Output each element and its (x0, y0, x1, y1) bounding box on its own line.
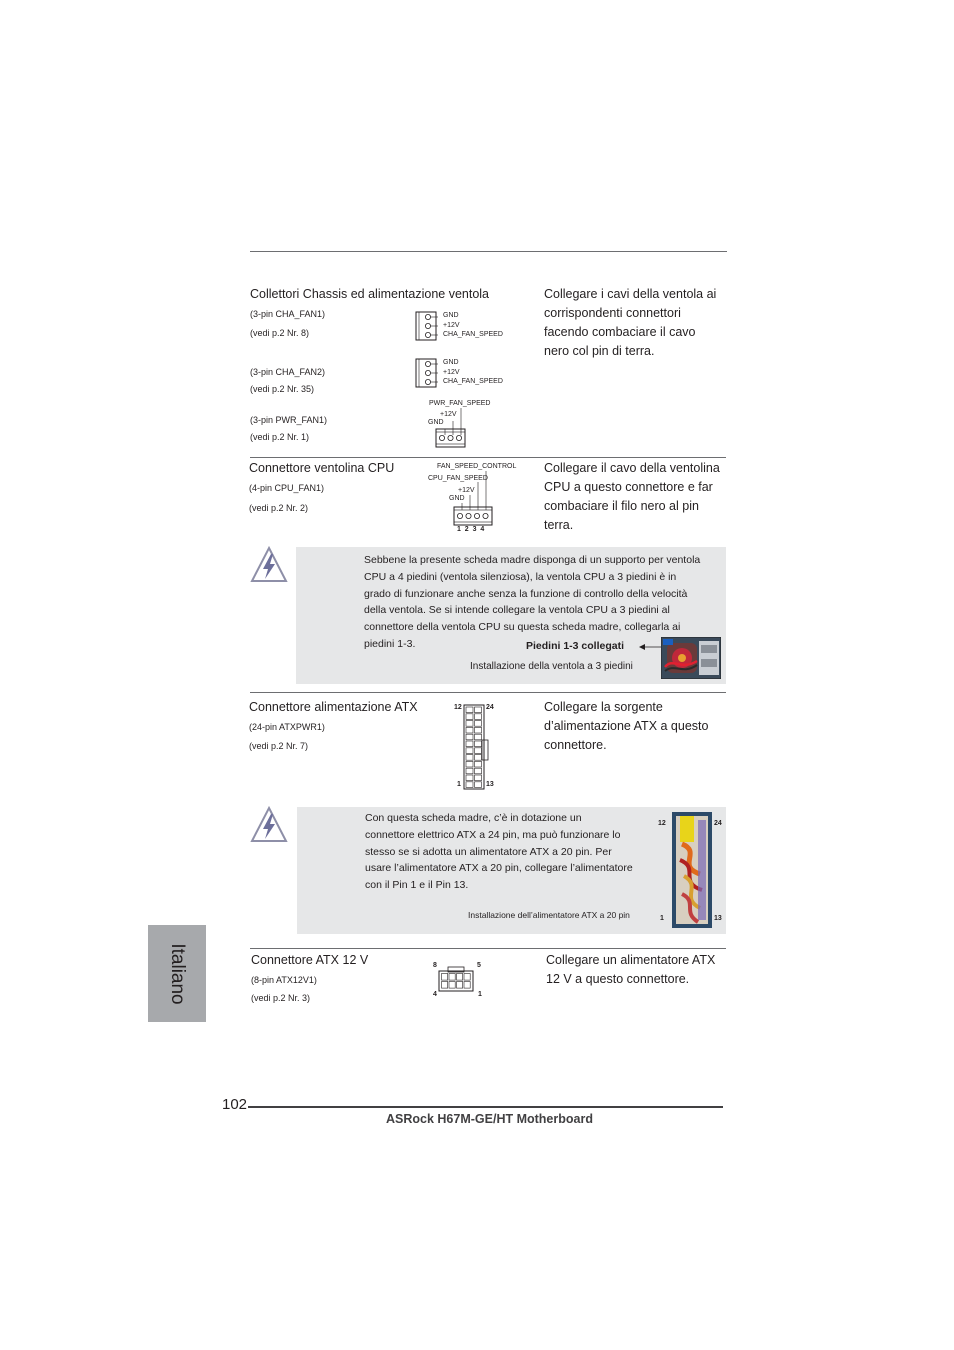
cpu-fan-12v-label: +12V (458, 487, 475, 494)
connector-pin (466, 741, 473, 747)
cha-fan2-ref: (vedi p.2 Nr. 35) (250, 384, 315, 394)
atx-20pin-caption: Installazione dell’alimentatore ATX a 20 pin (468, 910, 630, 920)
cpu-fan-speed-label: CPU_FAN_SPEED (428, 475, 488, 482)
connector-pin (466, 768, 473, 774)
atx-pin-24: 24 (486, 704, 494, 711)
cha-fan2-gnd-label: GND (443, 359, 459, 366)
section-divider (250, 948, 726, 949)
connector-pin (449, 974, 455, 981)
pwr-fan-gnd-label: GND (428, 419, 444, 426)
atx-photo-pin-13: 13 (714, 915, 722, 922)
cha-fan1-12v-label: +12V (443, 322, 460, 329)
connector-pin (466, 714, 473, 720)
atx12v-description (546, 951, 736, 989)
atx-desc-line: connettore. (544, 738, 607, 752)
connector-pin (475, 775, 482, 781)
note-line: connettore della ventola CPU su questa scheda madre, collegarla ai (364, 621, 681, 634)
note-line: Sebbene la presente scheda madre disponga di un supporto per ventola (364, 554, 701, 566)
language-side-tab (148, 925, 206, 1022)
atx-pin-1: 1 (457, 781, 461, 788)
connector-pin (466, 761, 473, 767)
atx-title: Connettore alimentazione ATX (249, 700, 418, 714)
cpu-fan-description (544, 459, 734, 535)
chassis-title: Collettori Chassis ed alimentazione ventola (250, 287, 490, 301)
connector-pin (466, 782, 473, 788)
atx12v-desc-line: 12 V a questo connettore. (546, 972, 690, 986)
atx-desc-line: Collegare la sorgente (544, 700, 663, 714)
atx12v-ref: (vedi p.2 Nr. 3) (251, 993, 311, 1003)
atx12v-title: Connettore ATX 12 V (251, 953, 369, 967)
arrow-left-icon (639, 642, 661, 652)
atx12v-pin: (8-pin ATX12V1) (251, 975, 317, 985)
note-line: piedini 1-3. (364, 637, 416, 650)
atx-pin: (24-pin ATXPWR1) (249, 722, 325, 732)
note-atx-20pin-text (365, 810, 665, 894)
footer-rule (248, 1106, 723, 1108)
cha-fan1-gnd-label: GND (443, 312, 459, 319)
cpu-desc-line: terra. (544, 518, 574, 532)
atx12v-pin-4: 4 (433, 991, 437, 998)
cpu-desc-line: CPU a questo connettore e far (544, 480, 713, 494)
connector-pin (466, 775, 473, 781)
connector-pin (475, 748, 482, 754)
cha-fan1-ref: (vedi p.2 Nr. 8) (250, 328, 310, 338)
atx24-connector-diagram (463, 704, 489, 790)
cpu-fan-pin: (4-pin CPU_FAN1) (249, 483, 325, 493)
atx-photo-pin-12: 12 (658, 820, 666, 827)
cha-fan2-speed-label: CHA_FAN_SPEED (443, 378, 503, 385)
connector-pin (475, 734, 482, 740)
atx-photo-pin-24: 24 (714, 820, 722, 827)
connector-pin (449, 982, 455, 989)
cpu-fan-title: Connettore ventolina CPU (249, 461, 395, 475)
connector-pin (475, 714, 482, 720)
pins-connected-callout: Piedini 1-3 collegati (526, 640, 625, 652)
atx12v-desc-line: Collegare un alimentatore ATX (546, 953, 716, 967)
atx-pin-12: 12 (454, 704, 462, 711)
fan-install-photo (661, 637, 721, 679)
pwr-fan1-connector-diagram (434, 407, 468, 449)
connector-pin (466, 727, 473, 733)
section-divider (250, 692, 726, 693)
note-line: grado di funzionare anche senza la funzione di controllo della velocità (364, 587, 688, 600)
chassis-desc-line: corrispondenti connettori (544, 306, 681, 320)
connector-pin (475, 755, 482, 761)
pwr-fan-speed-label: PWR_FAN_SPEED (429, 400, 491, 407)
page-number: 102 (222, 1096, 248, 1113)
atx-desc-line: d’alimentazione ATX a questo (544, 719, 709, 733)
connector-pin (475, 721, 482, 727)
connector-pin (457, 974, 463, 981)
atx-20pin-photo (672, 812, 712, 928)
cpu-desc-line: combaciare il filo nero al pin (544, 499, 699, 513)
atx-pin-13: 13 (486, 781, 494, 788)
connector-pin (475, 782, 482, 788)
connector-pin (466, 721, 473, 727)
language-side-tab-label: Italiano (167, 942, 188, 1005)
connector-pin (457, 982, 463, 989)
connector-pin (442, 982, 448, 989)
cpu-fan-gnd-label: GND (449, 495, 465, 502)
pwr-fan-12v-label: +12V (440, 411, 457, 418)
note-line: della ventola. Se si intende collegare la ventola CPU a 3 piedini al (364, 604, 670, 617)
note-line: con il Pin 1 e il Pin 13. (365, 879, 469, 892)
cpu-fan-ref: (vedi p.2 Nr. 2) (249, 503, 309, 513)
connector-pin (466, 707, 473, 713)
top-rule (250, 251, 727, 252)
cha-fan1-pin: (3-pin CHA_FAN1) (250, 309, 326, 319)
section-divider (250, 457, 726, 458)
connector-pin (466, 755, 473, 761)
cha-fan1-connector-diagram (414, 311, 438, 341)
atx-photo-pin-1: 1 (660, 915, 664, 922)
connector-pin (475, 727, 482, 733)
chassis-description (544, 285, 734, 361)
atx-ref: (vedi p.2 Nr. 7) (249, 741, 309, 751)
connector-pin (475, 741, 482, 747)
connector-pin (466, 748, 473, 754)
atx12v-connector-diagram (438, 965, 476, 993)
cpu-desc-line: Collegare il cavo della ventolina (544, 461, 720, 475)
cpu-fan-connector-diagram (452, 470, 496, 526)
warning-icon (249, 805, 289, 845)
note-line: usare l’alimentatore ATX a 20 pin, collegare l’alimentatore (365, 862, 633, 875)
connector-pin (475, 768, 482, 774)
connector-pin (464, 974, 470, 981)
chassis-desc-line: Collegare i cavi della ventola ai (544, 287, 717, 301)
pwr-fan1-pin: (3-pin PWR_FAN1) (250, 415, 328, 425)
atx12v-pin-5: 5 (477, 962, 481, 969)
warning-icon (249, 545, 289, 585)
note-line: connettore elettrico ATX a 24 pin, ma può funzionare lo (365, 828, 621, 841)
fan-speed-control-label: FAN_SPEED_CONTROL (437, 463, 517, 470)
atx12v-pin-8: 8 (433, 962, 437, 969)
cha-fan2-12v-label: +12V (443, 369, 460, 376)
fan-install-caption: Installazione della ventola a 3 piedini (470, 661, 633, 672)
connector-pin (442, 974, 448, 981)
connector-pin (466, 734, 473, 740)
cpu-fan-pin-numbers: 1 2 3 4 (457, 526, 485, 533)
product-name: ASRock H67M-GE/HT Motherboard (386, 1112, 593, 1126)
atx-description (544, 698, 734, 755)
pwr-fan1-ref: (vedi p.2 Nr. 1) (250, 432, 310, 442)
cha-fan2-pin: (3-pin CHA_FAN2) (250, 367, 326, 377)
connector-pin (475, 761, 482, 767)
connector-pin (464, 982, 470, 989)
note-line: CPU a 4 piedini (ventola silenziosa), la ventola CPU a 3 piedini è in (364, 570, 677, 583)
chassis-desc-line: facendo combaciare il cavo (544, 325, 696, 339)
connector-pin (475, 707, 482, 713)
cha-fan2-connector-diagram (414, 358, 438, 388)
note-line: stesso se si adotta un alimentatore ATX a 20 pin. Per (365, 845, 612, 858)
cha-fan1-speed-label: CHA_FAN_SPEED (443, 331, 503, 338)
atx12v-pin-1: 1 (478, 991, 482, 998)
note-line: Con questa scheda madre, c’è in dotazione un (365, 812, 582, 824)
chassis-desc-line: nero col pin di terra. (544, 344, 655, 358)
